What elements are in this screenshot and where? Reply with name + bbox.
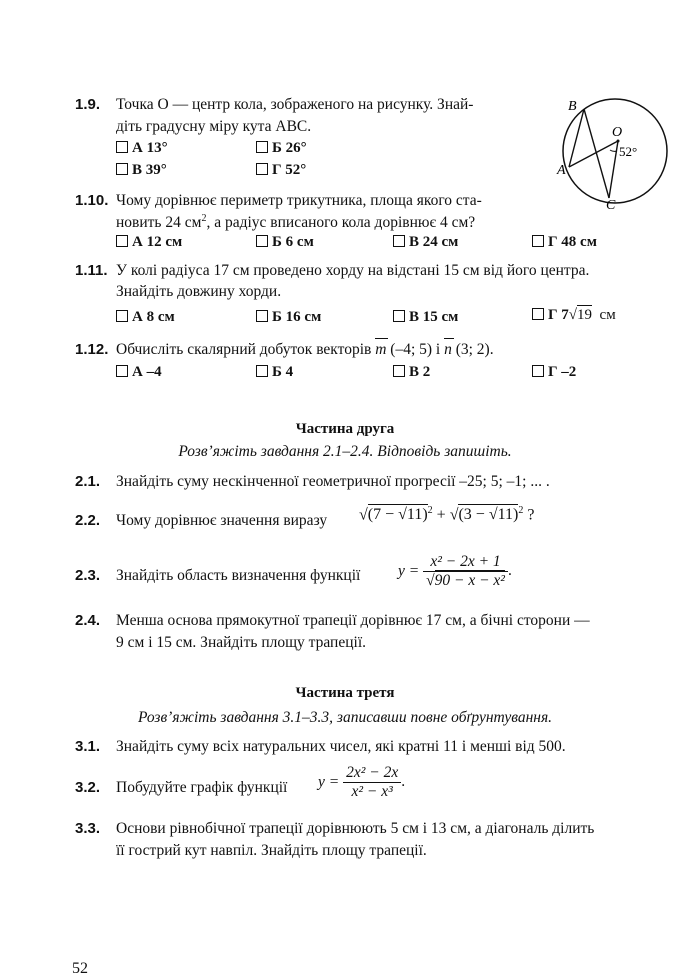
q1-11-option-a[interactable]: А 8 см <box>116 309 175 326</box>
q2-2-expression: $√(7 - √11)^2 + √(3 - √11)^2$ ? <box>359 505 535 524</box>
q1-11-option-g[interactable]: Г 7√19 см <box>532 307 616 324</box>
vector-m: m <box>375 341 387 358</box>
q3-1-number: 3.1. <box>75 738 101 755</box>
q1-11-number: 1.11. <box>75 262 108 279</box>
label-c: C <box>606 198 616 210</box>
q1-10-text-2: новить 24 $см^2$, а радіус вписаного кола дорівнює 4 см? <box>116 213 476 232</box>
q1-9-option-v[interactable]: В 39° <box>116 162 167 179</box>
q1-9-option-a[interactable]: А 13° <box>116 140 168 157</box>
q2-3-formula: y = $\frac{\text{x² − 2x + 1}}{\text{√90 − x − x²}}$ . <box>398 553 512 589</box>
q1-11-option-b[interactable]: Б 16 см <box>256 309 321 326</box>
checkbox-icon <box>256 310 268 322</box>
q3-3-text: Основи рівнобічної трапеції дорівнюють 5 см і 13 см, а діагональ ділить <box>116 820 595 837</box>
q1-10-number: 1.10. <box>75 192 109 209</box>
checkbox-icon <box>256 365 268 377</box>
q3-2-formula: y = $\frac{\text{2x² − 2x}}{\text{x² − x³}}$ . <box>318 764 406 800</box>
q1-11-text: У колі радіуса 17 см проведено хорду на відстані 15 см від його центра. <box>116 262 590 279</box>
q3-3-text-2: її гострий кут навпіл. Знайдіть площу трапеції. <box>116 842 427 859</box>
q2-3-text: Знайдіть область визначення функції <box>116 567 361 584</box>
checkbox-icon <box>532 235 544 247</box>
q2-4-text-2: 9 см і 15 см. Знайдіть площу трапеції. <box>116 634 367 651</box>
circle-figure <box>555 92 675 210</box>
checkbox-icon <box>393 235 405 247</box>
part2-instructions: Розв’яжіть завдання 2.1–2.4. Відповідь запишіть. <box>178 443 512 460</box>
q1-10-option-v[interactable]: В 24 см <box>393 234 458 251</box>
q1-9-number: 1.9. <box>75 96 101 113</box>
checkbox-icon <box>116 163 128 175</box>
q2-2-text: Чому дорівнює значення виразу <box>116 512 328 529</box>
label-a: A <box>557 163 566 178</box>
q1-12-text: Обчисліть скалярний добуток векторів m (–4; 5) і n (3; 2). <box>116 341 494 358</box>
q2-4-number: 2.4. <box>75 612 101 629</box>
q1-9-text-2: діть градусну міру кута ABC. <box>116 118 312 135</box>
q1-10-option-b[interactable]: Б 6 см <box>256 234 314 251</box>
q1-12-option-b[interactable]: Б 4 <box>256 364 293 381</box>
q2-3-number: 2.3. <box>75 567 101 584</box>
checkbox-icon <box>256 163 268 175</box>
checkbox-icon <box>256 141 268 153</box>
q1-10-text: Чому дорівнює периметр трикутника, площа якого ста- <box>116 192 482 209</box>
q1-11-option-v[interactable]: В 15 см <box>393 309 458 326</box>
q1-12-number: 1.12. <box>75 341 109 358</box>
q2-1-text: Знайдіть суму нескінченної геометричної прогресії –25; 5; –1; ... . <box>116 473 550 490</box>
q1-9-option-g[interactable]: Г 52° <box>256 162 306 179</box>
checkbox-icon <box>532 308 544 320</box>
q3-2-number: 3.2. <box>75 779 101 796</box>
q3-1-text: Знайдіть суму всіх натуральних чисел, які кратні 11 і менші від 500. <box>116 738 566 755</box>
angle-label: 52° <box>619 144 638 159</box>
q1-10-option-a[interactable]: А 12 см <box>116 234 182 251</box>
q1-9-text: Точка O — центр кола, зображеного на рисунку. Знай- <box>116 96 474 113</box>
checkbox-icon <box>532 365 544 377</box>
checkbox-icon <box>393 310 405 322</box>
checkbox-icon <box>116 365 128 377</box>
q1-10-option-g[interactable]: Г 48 см <box>532 234 597 251</box>
part2-title: Частина друга <box>295 421 395 437</box>
checkbox-icon <box>256 235 268 247</box>
checkbox-icon <box>116 235 128 247</box>
q1-9-option-b[interactable]: Б 26° <box>256 140 307 157</box>
checkbox-icon <box>393 365 405 377</box>
q1-12-option-a[interactable]: А –4 <box>116 364 162 381</box>
q1-11-text-2: Знайдіть довжину хорди. <box>116 283 282 300</box>
checkbox-icon <box>116 310 128 322</box>
checkbox-icon <box>116 141 128 153</box>
q3-3-number: 3.3. <box>75 820 101 837</box>
label-o: O <box>612 125 623 140</box>
page-number: 52 <box>72 960 88 977</box>
q2-2-number: 2.2. <box>75 512 101 529</box>
vector-n: n <box>444 341 452 358</box>
q2-1-number: 2.1. <box>75 473 101 490</box>
q1-12-option-g[interactable]: Г –2 <box>532 364 576 381</box>
part3-title: Частина третя <box>295 685 395 701</box>
q2-4-text: Менша основа прямокутної трапеції дорівнює 17 см, а бічні сторони — <box>116 612 590 629</box>
part3-instructions: Розв’яжіть завдання 3.1–3.3, записавши повне обґрунтування. <box>137 709 553 726</box>
q3-2-text: Побудуйте графік функції <box>116 779 288 796</box>
q1-12-option-v[interactable]: В 2 <box>393 364 430 381</box>
label-b: B <box>568 99 577 114</box>
